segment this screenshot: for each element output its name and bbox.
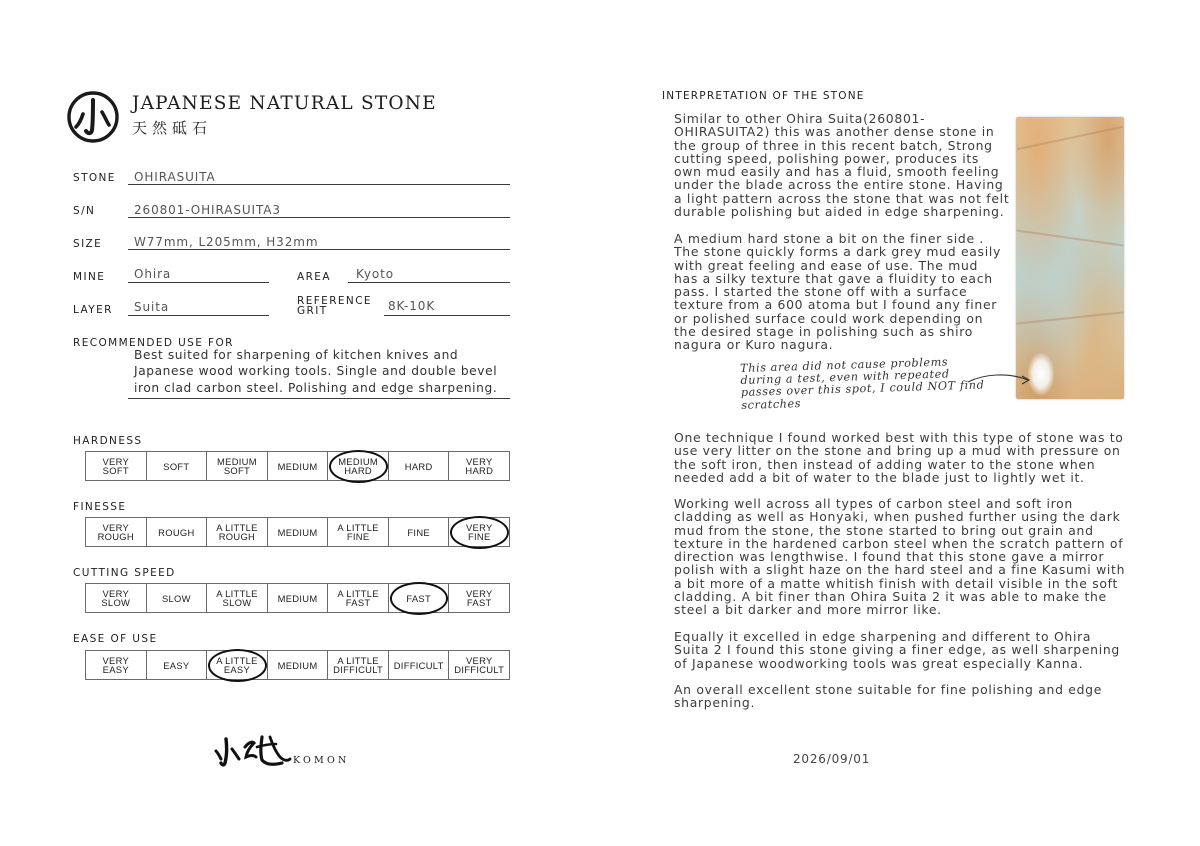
stone-vein xyxy=(1016,229,1123,246)
scale-option: VERY FAST xyxy=(448,584,509,612)
scale-option-selected: FAST xyxy=(388,584,449,612)
scale-option: SLOW xyxy=(146,584,207,612)
handwritten-note: This area did not cause problems during a test, even with repeated passes over this spot, I could NOT find scratches xyxy=(739,355,985,412)
scale-option: FINE xyxy=(388,518,449,546)
sn-label: S/N xyxy=(73,205,96,217)
scale-option-selected: VERY FINE xyxy=(448,518,509,546)
interpretation-paragraph-1: Similar to other Ohira Suita(260801-OHIRASUITA2) this was another dense stone in the group of three in this recent batch, Strong cutting speed, polishing power, produces its own mud easily and has a fluid, smooth feeling under the blade across the entire stone. Having a light pattern across the stone that was not felt durable polishing but aided in edge sharpening. xyxy=(674,111,1010,220)
rating-scale xyxy=(85,583,510,613)
scale-option: VERY ROUGH xyxy=(97,522,134,542)
rating-scale xyxy=(85,650,510,680)
recommended-label: RECOMMENDED USE FOR xyxy=(73,337,234,349)
scale-option: ROUGH xyxy=(146,518,207,546)
mine-value: Ohira xyxy=(134,267,172,281)
stone-label: STONE xyxy=(73,172,116,184)
scale-option: MEDIUM xyxy=(267,584,328,612)
grit-label-line2: GRIT xyxy=(297,305,328,317)
layer-value: Suita xyxy=(134,300,170,314)
komon-circle-logo-icon xyxy=(66,90,120,144)
grit-value: 8K-10K xyxy=(388,299,436,313)
scale-option: VERY HARD xyxy=(448,452,509,480)
scale-title: EASE OF USE xyxy=(73,633,158,645)
area-underline xyxy=(348,282,510,283)
sn-value: 260801-OHIRASUITA3 xyxy=(134,203,281,217)
scale-option: VERY SLOW xyxy=(101,588,131,608)
grit-label-line1: REFERENCE xyxy=(297,295,372,307)
scale-option: MEDIUM xyxy=(267,651,328,679)
stone-vein xyxy=(1016,311,1124,324)
scale-option: HARD xyxy=(388,452,449,480)
scale-title: FINESSE xyxy=(73,501,127,513)
grit-underline xyxy=(384,315,510,316)
stone-vein xyxy=(1017,126,1123,150)
scale-option: EASY xyxy=(146,651,207,679)
grit-label xyxy=(297,296,372,316)
note-arrow-icon xyxy=(966,368,1036,398)
scale-option: A LITTLE SLOW xyxy=(206,584,267,612)
mine-label: MINE xyxy=(73,271,106,283)
document-date: 2026/09/01 xyxy=(793,752,871,766)
recommended-text: Best suited for sharpening of kitchen knives and Japanese wood working tools. Single and double bevel iron clad carbon steel. Polishing and edge sharpening. xyxy=(134,348,498,395)
scale-option: A LITTLE FINE xyxy=(327,518,388,546)
size-underline xyxy=(128,249,510,250)
stone-photo xyxy=(1016,117,1124,399)
stone-underline xyxy=(128,184,510,185)
scale-title: CUTTING SPEED xyxy=(73,567,176,579)
scale-option: MEDIUM xyxy=(267,452,328,480)
scale-option: VERY DIFFICULT xyxy=(448,651,509,679)
mine-underline xyxy=(128,282,269,283)
scale-option: VERY SOFT xyxy=(102,456,130,476)
layer-label: LAYER xyxy=(73,304,113,316)
rating-scale xyxy=(85,451,510,481)
scale-option: MEDIUM xyxy=(267,518,328,546)
scale-option-selected: MEDIUM HARD xyxy=(327,452,388,480)
interpretation-paragraph-4: Working well across all types of carbon steel and soft iron cladding as well as Honyaki, when pushed further using the dark mud from the stone, the stone started to bring out grain and texture in the hardened carbon steel when the scratch pattern of direction was lengthwise. I found that this stone gave a mirror polish with a slight haze on the hard steel and a fine Kasumi with a bit more of a matte whitish finish with detail visible in the soft cladding. A bit finer than Ohira Suita 2 it was able to make the steel a bit darker and more mirror like. xyxy=(674,496,1126,618)
scale-option: DIFFICULT xyxy=(388,651,449,679)
brand-subtitle: 天然砥石 xyxy=(132,119,213,137)
scale-option: VERY EASY xyxy=(102,655,130,675)
rating-scale xyxy=(85,517,510,547)
scale-option: A LITTLE ROUGH xyxy=(206,518,267,546)
area-label: AREA xyxy=(297,271,331,283)
scale-option: A LITTLE DIFFICULT xyxy=(327,651,388,679)
scale-title: HARDNESS xyxy=(73,435,143,447)
scale-option: SOFT xyxy=(146,452,207,480)
stone-value: OHIRASUITA xyxy=(134,170,216,184)
sn-underline xyxy=(128,217,510,218)
size-label: SIZE xyxy=(73,238,103,250)
scale-option-selected: A LITTLE EASY xyxy=(206,651,267,679)
interpretation-paragraph-6: An overall excellent stone suitable for fine polishing and edge sharpening. xyxy=(674,682,1103,711)
scale-option: A LITTLE FAST xyxy=(327,584,388,612)
komon-brand-name: KOMON xyxy=(293,755,350,766)
interpretation-paragraph-5: Equally it excelled in edge sharpening and different to Ohira Suita 2 I found this stone giving a finer edge, as well sharpening of Japanese woodworking tools was great especially Kanna. xyxy=(674,629,1120,671)
brand-title: JAPANESE NATURAL STONE xyxy=(132,93,437,114)
size-value: W77mm, L205mm, H32mm xyxy=(134,235,319,249)
interpretation-paragraph-2: A medium hard stone a bit on the finer side . The stone quickly forms a dark grey mud easily with great feeling and ease of use. The mud has a silky texture that gave a fluidity to each pass. I started the stone off with a surface texture from a 600 atoma but I found any finer or polished surface could work depending on the desired stage in polishing such as shiro nagura or Kuro nagura. xyxy=(674,231,1002,353)
interpretation-title: INTERPRETATION OF THE STONE xyxy=(662,90,865,102)
area-value: Kyoto xyxy=(356,267,394,281)
recommended-underline xyxy=(128,398,510,399)
layer-underline xyxy=(128,315,269,316)
scale-option: MEDIUM SOFT xyxy=(206,452,267,480)
interpretation-paragraph-3: One technique I found worked best with this type of stone was to use very litter on the stone and bring up a mud with pressure on the soft iron, then instead of adding water to the stone when needed add a bit of water to the blade just to lightly wet it. xyxy=(674,430,1124,485)
